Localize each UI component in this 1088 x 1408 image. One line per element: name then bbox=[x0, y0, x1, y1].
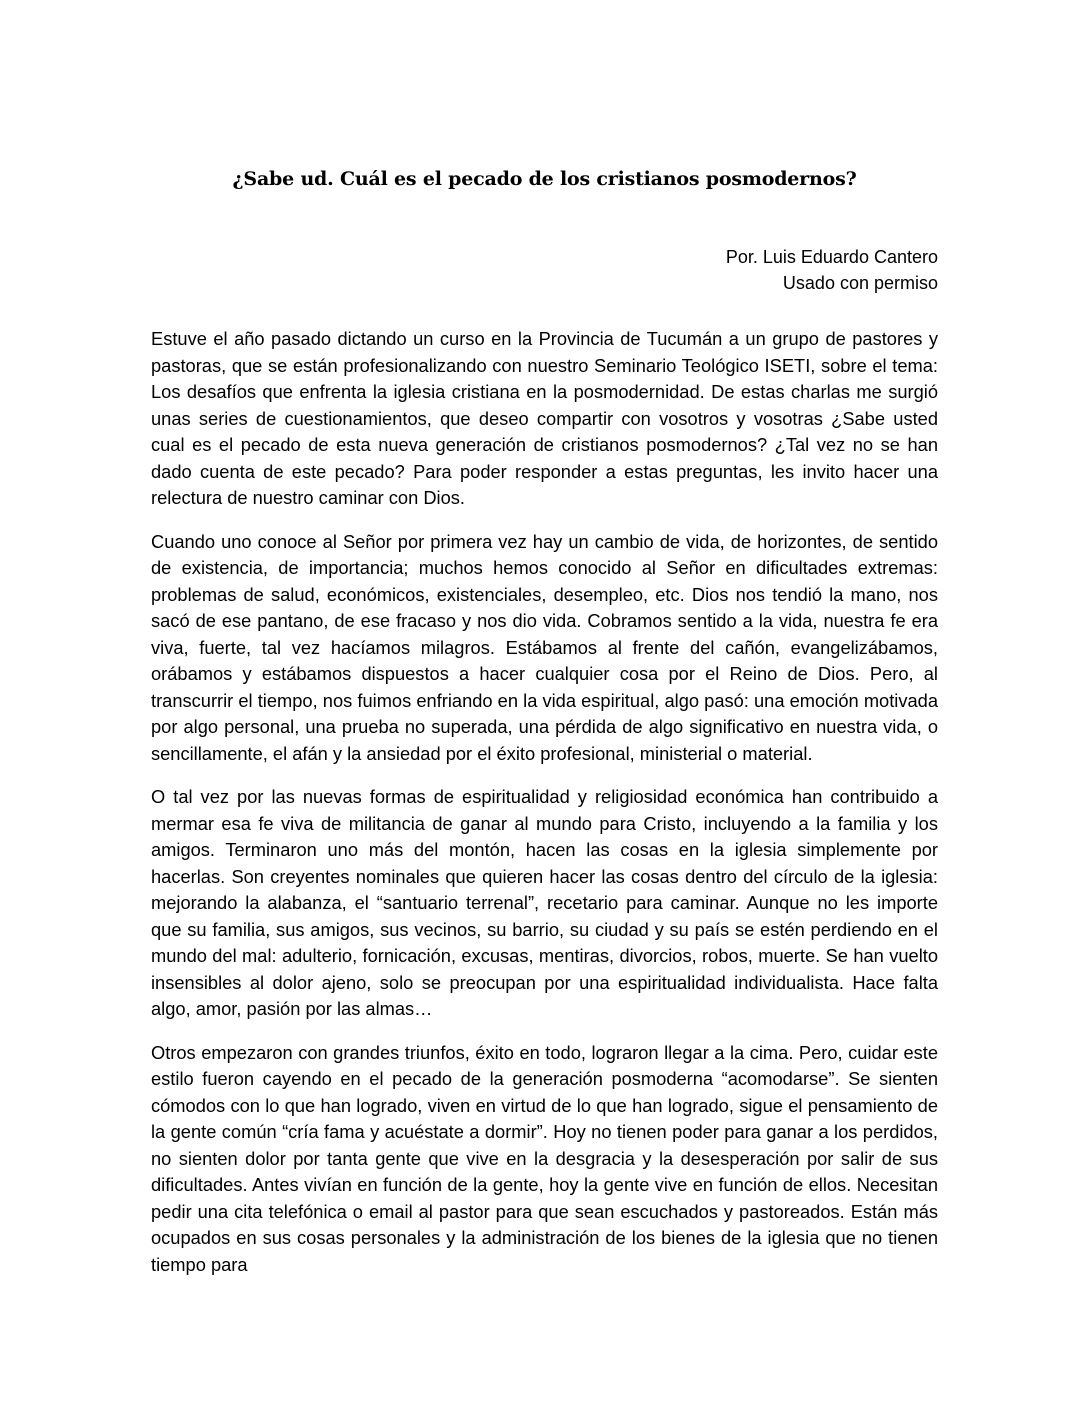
paragraph-3: O tal vez por las nuevas formas de espiritualidad y religiosidad económica han contribuido a mermar esa fe viva de militancia de ganar al mundo para Cristo, incluyendo a la familia y los amigos. Terminaron uno más del montón, hacen las cosas en la iglesia simplemente por hacerlas. Son creyentes nominales que quieren hacer las cosas dentro del círculo de la iglesia: mejorando la alabanza, el “santuario terrenal”, recetario para caminar. Aunque no les importe que su familia, sus amigos, sus vecinos, su barrio, su ciudad y su país se estén perdiendo en el mundo del mal: adulterio, fornicación, excusas, mentiras, divorcios, robos, muerte. Se han vuelto insensibles al dolor ajeno, solo se preocupan por una espiritualidad individualista. Hace falta algo, amor, pasión por las almas… bbox=[151, 786, 938, 1019]
permission-line: Usado con permiso bbox=[782, 273, 938, 293]
author-line: Por. Luis Eduardo Cantero bbox=[725, 247, 938, 267]
paragraph-2: Cuando uno conoce al Señor por primera vez hay un cambio de vida, de horizontes, de sentido de existencia, de importancia; muchos hemos conocido al Señor en dificultades extremas: problemas de salud, económicos, existenciales, desempleo, etc. Dios nos tendió la mano, nos sacó de ese pantano, de ese fracaso y nos dio vida. Cobramos sentido a la vida, nuestra fe era viva, fuerte, tal vez hacíamos milagros. Estábamos al frente del cañón, evangelizábamos, orábamos y estábamos dispuestos a hacer cualquier cosa por el Reino de Dios. Pero, al transcurrir el tiempo, nos fuimos enfriando en la vida espiritual, algo pasó: una emoción motivada por algo personal, una prueba no superada, una pérdida de algo significativo en nuestra vida, o sencillamente, el afán y la ansiedad por el éxito profesional, ministerial o material. bbox=[151, 530, 938, 764]
paragraph-4: Otros empezaron con grandes triunfos, éxito en todo, lograron llegar a la cima. Pero, cuidar este estilo fueron cayendo en el pecado de la generación posmoderna “acomodarse”. Se sienten cómodos con lo que han logrado, viven en virtud de lo que han logrado, sigue el pensamiento de la gente común “cría fama y acuéstate a dormir”. Hoy no tienen poder para ganar a los perdidos, no sienten dolor por tanta gente que vive en la desgracia y la desesperación por salir de sus dificultades. Antes vivían en función de la gente, hoy la gente vive en función de ellos. Necesitan pedir una cita telefónica o email al pastor para que sean escuchados y pastoreados. Están más ocupados en sus cosas personales y la administración de los bienes de la iglesia que no tienen tiempo para bbox=[151, 1041, 938, 1275]
byline bbox=[151, 244, 938, 296]
document-title: ¿Sabe ud. Cuál es el pecado de los cristianos posmodernos? bbox=[232, 168, 857, 190]
paragraph-1: Estuve el año pasado dictando un curso en la Provincia de Tucumán a un grupo de pastores y pastoras, que se están profesionalizando con nuestro Seminario Teológico ISETI, sobre el tema: Los desafíos que enfrenta la iglesia cristiana en la posmodernidad. De estas charlas me surgió unas series de cuestionamientos, que deseo compartir con vosotros y vosotras ¿Sabe usted cual es el pecado de esta nueva generación de cristianos posmodernos? ¿Tal vez no se han dado cuenta de este pecado? Para poder responder a estas preguntas, les invito hacer una relectura de nuestro caminar con Dios. bbox=[151, 328, 938, 508]
